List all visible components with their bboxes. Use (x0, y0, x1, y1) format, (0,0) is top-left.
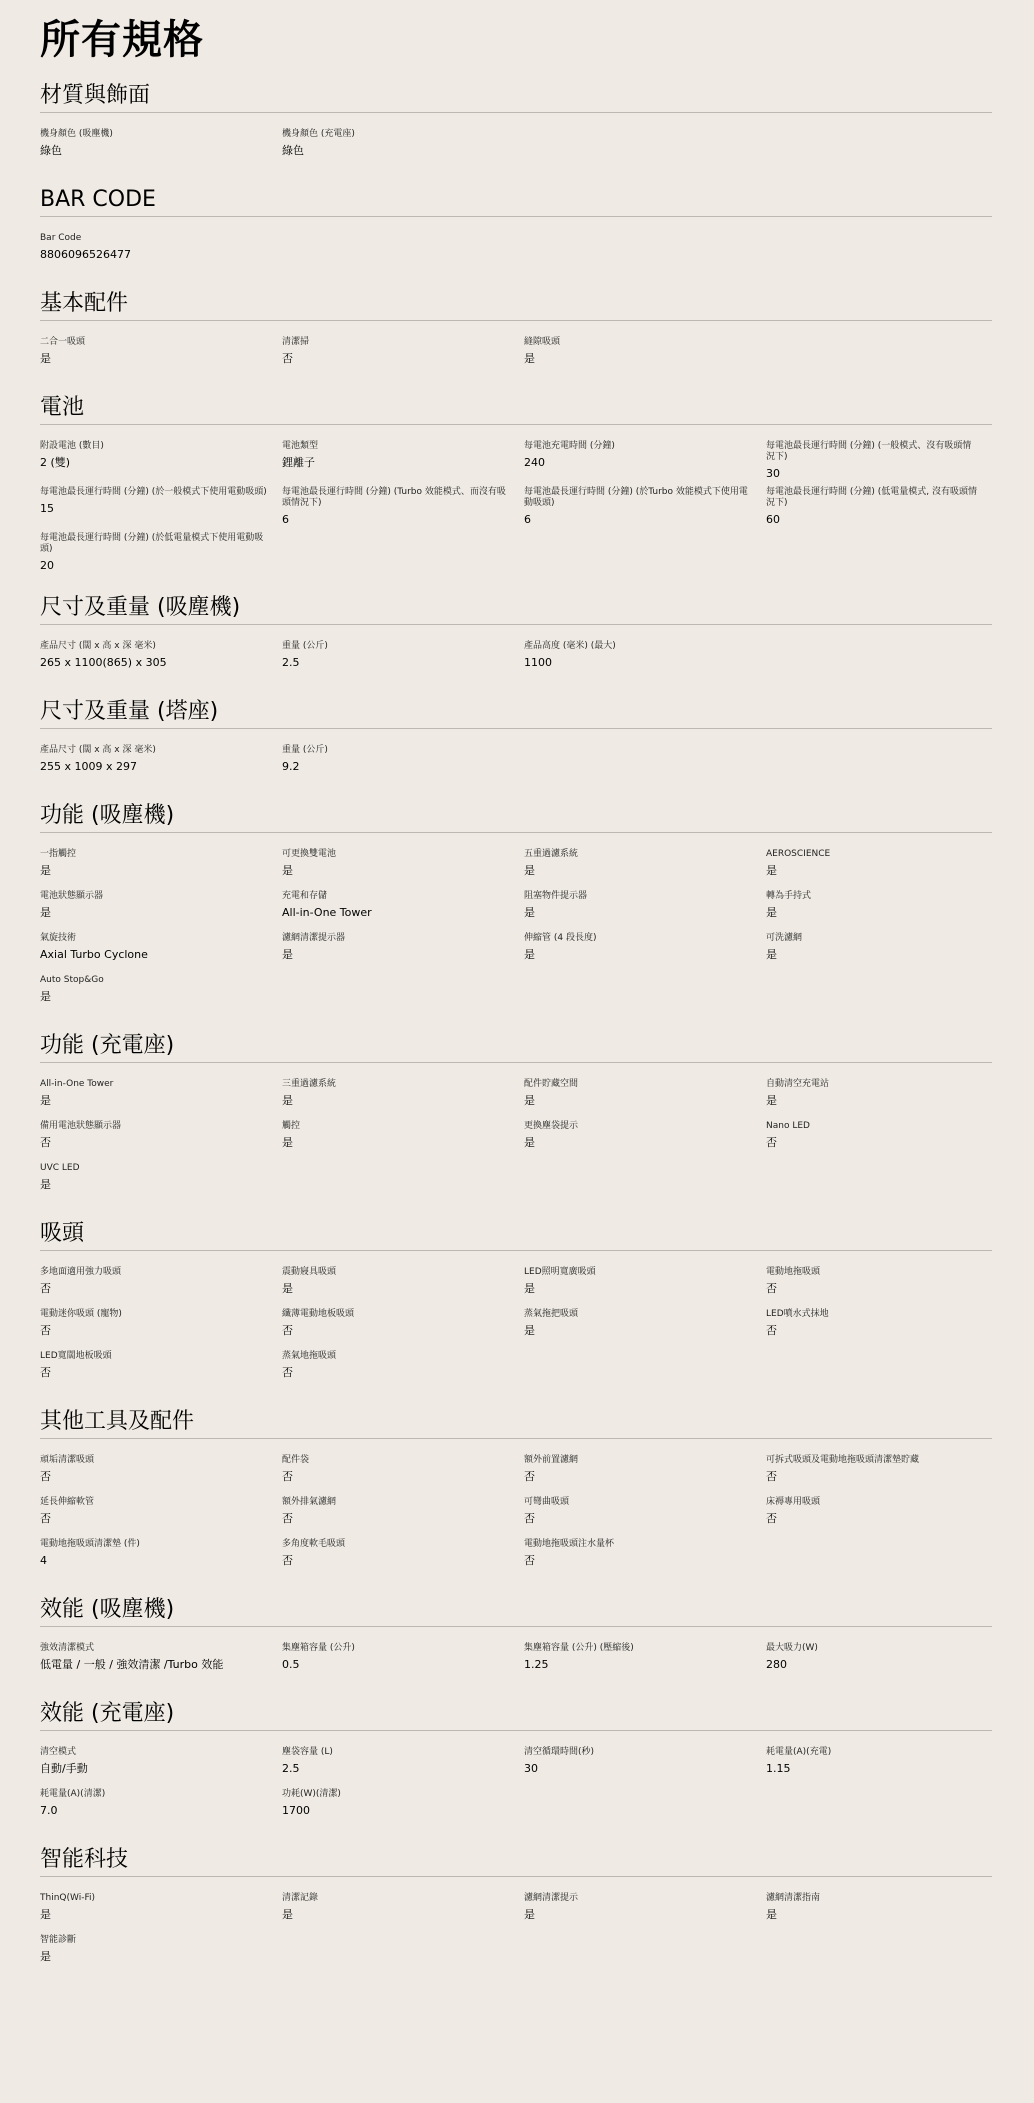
spec-item (524, 891, 766, 927)
spec-label: 功耗(W)(清潔) (282, 1789, 341, 1799)
spec-value: Axial Turbo Cyclone (40, 948, 148, 961)
spec-item (40, 1747, 282, 1783)
spec-value: 否 (40, 1470, 51, 1483)
spec-label: 備用電池狀態顯示器 (40, 1121, 122, 1131)
spec-value: 低電量 / 一般 / 強效清潔 /Turbo 效能 (40, 1658, 224, 1671)
spec-item (766, 849, 992, 885)
spec-item (40, 1351, 282, 1387)
spec-label: 五重過濾系統 (524, 849, 579, 859)
spec-label: 自動清空充電站 (766, 1079, 830, 1089)
spec-label: 伸縮管 (4 段長度) (524, 933, 597, 943)
spec-grid (40, 1627, 992, 1679)
spec-value: 是 (40, 1908, 51, 1921)
spec-label: 電動地拖吸頭清潔墊 (件) (40, 1539, 140, 1549)
spec-value: 否 (524, 1512, 535, 1525)
spec-item (766, 933, 992, 969)
spec-label: 清空模式 (40, 1747, 77, 1757)
spec-grid (40, 113, 992, 165)
spec-section (40, 387, 992, 573)
spec-grid (40, 1063, 992, 1199)
spec-label: 每電池最長運行時間 (分鐘) (Turbo 效能模式、而沒有吸頭情況下) (282, 487, 506, 508)
spec-item (524, 337, 766, 373)
spec-item (40, 129, 282, 165)
spec-item (524, 1079, 766, 1115)
spec-section (40, 1589, 992, 1679)
spec-item (40, 233, 282, 269)
spec-value: 是 (524, 1324, 535, 1337)
section-title: 尺寸及重量 (吸塵機) (40, 587, 992, 625)
spec-label: 每電池最長運行時間 (分鐘) (於低電量模式下使用電動吸頭) (40, 533, 264, 554)
spec-item (282, 1351, 524, 1387)
spec-section (40, 75, 992, 165)
spec-section (40, 795, 992, 1011)
spec-item (282, 1747, 524, 1783)
spec-label: 配件袋 (282, 1455, 310, 1465)
spec-value: 否 (282, 1512, 293, 1525)
spec-grid (40, 217, 992, 269)
spec-item (40, 1935, 282, 1971)
spec-value: 是 (282, 1136, 293, 1149)
spec-label: 智能診斷 (40, 1935, 77, 1945)
spec-value: 280 (766, 1658, 787, 1671)
spec-value: 2.5 (282, 656, 300, 669)
spec-item (524, 1121, 766, 1157)
spec-item (282, 849, 524, 885)
spec-label: 清潔掃 (282, 337, 310, 347)
spec-label: 每電池最長運行時間 (分鐘) (於一般模式下使用電動吸頭) (40, 487, 267, 497)
spec-label: 電動地拖吸頭 (766, 1267, 821, 1277)
spec-label: 纖薄電動地板吸頭 (282, 1309, 355, 1319)
spec-item (766, 1455, 992, 1491)
spec-grid (40, 425, 992, 573)
spec-label: 濾網清潔提示器 (282, 933, 346, 943)
spec-value: 是 (766, 948, 777, 961)
spec-item (766, 891, 992, 927)
spec-item (40, 1539, 282, 1575)
section-title: 功能 (充電座) (40, 1025, 992, 1063)
spec-value: 是 (40, 906, 51, 919)
spec-label: 產品尺寸 (闊 x 高 x 深 毫米) (40, 641, 156, 651)
spec-grid (40, 729, 992, 781)
spec-label: Nano LED (766, 1121, 810, 1131)
spec-item (282, 933, 524, 969)
section-title: 智能科技 (40, 1839, 992, 1877)
spec-value: 是 (282, 864, 293, 877)
spec-item (524, 641, 766, 677)
spec-value: 否 (282, 1554, 293, 1567)
spec-label: 產品高度 (毫米) (最大) (524, 641, 616, 651)
spec-label: 塵袋容量 (L) (282, 1747, 333, 1757)
spec-label: 配件貯藏空間 (524, 1079, 579, 1089)
spec-item (524, 1267, 766, 1303)
spec-item (282, 1789, 524, 1825)
spec-value: 是 (524, 906, 535, 919)
spec-item (40, 441, 282, 481)
spec-item (40, 1643, 282, 1679)
spec-item (40, 1079, 282, 1115)
spec-label: 三重過濾系統 (282, 1079, 337, 1089)
section-title: 材質與飾面 (40, 75, 992, 113)
spec-section (40, 1839, 992, 1971)
spec-item (524, 487, 766, 527)
spec-value: 1700 (282, 1804, 310, 1817)
spec-item (40, 1789, 282, 1825)
spec-label: 強效清潔模式 (40, 1643, 95, 1653)
spec-item (766, 1747, 992, 1783)
spec-label: 耗電量(A)(清潔) (40, 1789, 106, 1799)
spec-section (40, 691, 992, 781)
spec-value: 是 (282, 1282, 293, 1295)
spec-section (40, 1401, 992, 1575)
spec-grid (40, 1251, 992, 1387)
spec-label: 氣旋技術 (40, 933, 77, 943)
spec-value: 否 (40, 1512, 51, 1525)
spec-value: 1.25 (524, 1658, 549, 1671)
spec-label: 集塵箱容量 (公升) (壓縮後) (524, 1643, 634, 1653)
spec-label: 二合一吸頭 (40, 337, 86, 347)
spec-label: 延長伸縮軟管 (40, 1497, 95, 1507)
spec-value: 是 (524, 1136, 535, 1149)
spec-item (524, 1497, 766, 1533)
spec-item (40, 849, 282, 885)
spec-value: 是 (40, 352, 51, 365)
spec-label: 蒸氣地拖吸頭 (282, 1351, 337, 1361)
spec-label: 額外排氣濾網 (282, 1497, 337, 1507)
spec-label: 可洗濾網 (766, 933, 803, 943)
spec-item (282, 1267, 524, 1303)
spec-value: 否 (282, 1470, 293, 1483)
spec-value: 2.5 (282, 1762, 300, 1775)
spec-label: 電池狀態顯示器 (40, 891, 104, 901)
spec-value: 否 (282, 352, 293, 365)
spec-item (40, 641, 282, 677)
spec-item (524, 1539, 766, 1575)
spec-item (524, 1455, 766, 1491)
spec-item (40, 1455, 282, 1491)
spec-value: 6 (524, 513, 531, 526)
spec-value: 是 (524, 1908, 535, 1921)
spec-value: 否 (524, 1470, 535, 1483)
spec-label: 觸控 (282, 1121, 301, 1131)
spec-label: 機身顏色 (充電座) (282, 129, 355, 139)
spec-label: 清空循環時間(秒) (524, 1747, 595, 1757)
spec-label: 床褥專用吸頭 (766, 1497, 821, 1507)
spec-label: 額外前置濾網 (524, 1455, 579, 1465)
spec-item (282, 641, 524, 677)
spec-section (40, 1213, 992, 1387)
spec-item (40, 1121, 282, 1157)
spec-item (766, 1497, 992, 1533)
spec-sections (40, 75, 992, 1971)
spec-label: 耗電量(A)(充電) (766, 1747, 832, 1757)
spec-grid (40, 833, 992, 1011)
spec-label: LED噴水式抹地 (766, 1309, 829, 1319)
spec-value: 是 (524, 948, 535, 961)
section-title: BAR CODE (40, 179, 992, 217)
spec-value: 是 (524, 864, 535, 877)
spec-item (282, 745, 524, 781)
spec-value: 是 (766, 906, 777, 919)
spec-item (282, 1893, 524, 1929)
spec-label: 濾網清潔提示 (524, 1893, 579, 1903)
spec-value: 15 (40, 502, 54, 515)
spec-value: 20 (40, 559, 54, 572)
spec-item (282, 1455, 524, 1491)
spec-value: 是 (766, 864, 777, 877)
spec-label: 重量 (公斤) (282, 641, 328, 651)
spec-value: 否 (282, 1324, 293, 1337)
spec-label: 集塵箱容量 (公升) (282, 1643, 355, 1653)
spec-label: 電動迷你吸頭 (寵物) (40, 1309, 122, 1319)
spec-value: 1.15 (766, 1762, 791, 1775)
spec-item (766, 1643, 992, 1679)
spec-label: 可彎曲吸頭 (524, 1497, 570, 1507)
spec-label: Bar Code (40, 233, 82, 243)
spec-item (766, 1893, 992, 1929)
section-title: 尺寸及重量 (塔座) (40, 691, 992, 729)
spec-grid (40, 1439, 992, 1575)
spec-value: 否 (766, 1470, 777, 1483)
spec-item (282, 1079, 524, 1115)
spec-value: 是 (282, 1908, 293, 1921)
spec-item (40, 1163, 282, 1199)
spec-value: 4 (40, 1554, 47, 1567)
spec-value: 9.2 (282, 760, 300, 773)
spec-value: 鋰離子 (282, 456, 315, 469)
spec-value: 否 (40, 1282, 51, 1295)
spec-item (40, 1893, 282, 1929)
spec-value: 240 (524, 456, 545, 469)
spec-value: 8806096526477 (40, 248, 131, 261)
spec-item (40, 975, 282, 1011)
spec-item (40, 337, 282, 373)
spec-value: 30 (766, 467, 780, 480)
spec-value: All-in-One Tower (282, 906, 372, 919)
spec-label: 充電和存儲 (282, 891, 328, 901)
spec-grid (40, 1877, 992, 1971)
spec-item (766, 487, 992, 527)
spec-item (524, 933, 766, 969)
spec-label: 頑垢清潔吸頭 (40, 1455, 95, 1465)
spec-section (40, 587, 992, 677)
spec-label: 可更換雙電池 (282, 849, 337, 859)
spec-value: 6 (282, 513, 289, 526)
spec-label: LED照明寬廣吸頭 (524, 1267, 596, 1277)
spec-label: 最大吸力(W) (766, 1643, 818, 1653)
spec-section (40, 283, 992, 373)
page-title: 所有規格 (40, 17, 204, 63)
section-title: 功能 (吸塵機) (40, 795, 992, 833)
section-title: 效能 (吸塵機) (40, 1589, 992, 1627)
spec-label: 多地面適用強力吸頭 (40, 1267, 122, 1277)
spec-item (40, 487, 282, 527)
spec-value: 255 x 1009 x 297 (40, 760, 137, 773)
spec-value: 否 (40, 1324, 51, 1337)
section-title: 基本配件 (40, 283, 992, 321)
section-title: 吸頭 (40, 1213, 992, 1251)
spec-item (282, 1121, 524, 1157)
spec-label: 重量 (公斤) (282, 745, 328, 755)
spec-value: 1100 (524, 656, 552, 669)
spec-label: 電動地拖吸頭注水量杯 (524, 1539, 615, 1549)
spec-label: 更換塵袋提示 (524, 1121, 579, 1131)
spec-item (282, 1309, 524, 1345)
spec-value: 自動/手動 (40, 1762, 88, 1775)
spec-label: 清潔記錄 (282, 1893, 319, 1903)
spec-section (40, 179, 992, 269)
spec-label: Auto Stop&Go (40, 975, 104, 985)
spec-value: 否 (40, 1366, 51, 1379)
spec-item (524, 441, 766, 481)
spec-value: 是 (524, 1282, 535, 1295)
spec-value: 是 (40, 864, 51, 877)
spec-item (524, 1643, 766, 1679)
spec-value: 是 (524, 1094, 535, 1107)
spec-item (524, 1893, 766, 1929)
spec-grid (40, 321, 992, 373)
spec-value: 0.5 (282, 1658, 300, 1671)
spec-value: 否 (524, 1554, 535, 1567)
spec-value: 是 (40, 1178, 51, 1191)
spec-item (282, 129, 524, 165)
spec-item (282, 891, 524, 927)
spec-value: 否 (282, 1366, 293, 1379)
spec-label: 阻塞物件提示器 (524, 891, 588, 901)
spec-item (524, 1747, 766, 1783)
spec-value: 綠色 (40, 144, 62, 157)
spec-value: 否 (766, 1324, 777, 1337)
spec-label: 蒸氣拖把吸頭 (524, 1309, 579, 1319)
spec-item (282, 487, 524, 527)
spec-grid (40, 625, 992, 677)
section-title: 其他工具及配件 (40, 1401, 992, 1439)
spec-label: 機身顏色 (吸塵機) (40, 129, 113, 139)
spec-value: 是 (40, 1950, 51, 1963)
spec-item (282, 1643, 524, 1679)
spec-value: 是 (282, 1094, 293, 1107)
spec-label: 電池類型 (282, 441, 319, 451)
spec-label: 縫隙吸頭 (524, 337, 561, 347)
spec-label: 轉為手持式 (766, 891, 812, 901)
spec-item (766, 1121, 992, 1157)
spec-item (766, 441, 992, 481)
spec-item (282, 1497, 524, 1533)
section-title: 電池 (40, 387, 992, 425)
spec-value: 否 (40, 1136, 51, 1149)
spec-value: 是 (524, 352, 535, 365)
spec-label: 產品尺寸 (闊 x 高 x 深 毫米) (40, 745, 156, 755)
spec-value: 否 (766, 1136, 777, 1149)
spec-value: 是 (40, 990, 51, 1003)
spec-item (524, 849, 766, 885)
spec-value: 是 (766, 1908, 777, 1921)
spec-section (40, 1693, 992, 1825)
spec-value: 7.0 (40, 1804, 58, 1817)
spec-label: UVC LED (40, 1163, 80, 1173)
spec-label: 可拆式吸頭及電動地拖吸頭清潔墊貯藏 (766, 1455, 920, 1465)
spec-item (40, 1267, 282, 1303)
spec-value: 265 x 1100(865) x 305 (40, 656, 167, 669)
spec-value: 60 (766, 513, 780, 526)
spec-item (766, 1267, 992, 1303)
spec-value: 是 (766, 1094, 777, 1107)
section-title: 效能 (充電座) (40, 1693, 992, 1731)
spec-item (766, 1079, 992, 1115)
spec-item (524, 1309, 766, 1345)
spec-label: AEROSCIENCE (766, 849, 831, 859)
spec-item (40, 533, 282, 573)
spec-label: 每電池最長運行時間 (分鐘) (於Turbo 效能模式下使用電動吸頭) (524, 487, 748, 508)
spec-value: 2 (雙) (40, 456, 71, 469)
spec-section (40, 1025, 992, 1199)
spec-grid (40, 1731, 992, 1825)
spec-label: 一指觸控 (40, 849, 77, 859)
spec-item (40, 933, 282, 969)
spec-value: 否 (766, 1512, 777, 1525)
spec-item (40, 1497, 282, 1533)
spec-item (40, 745, 282, 781)
spec-label: 震動寢具吸頭 (282, 1267, 337, 1277)
spec-value: 是 (40, 1094, 51, 1107)
spec-item (766, 1309, 992, 1345)
spec-label: 每電池最長運行時間 (分鐘) (一般模式、沒有吸頭情況下) (766, 441, 972, 462)
spec-label: ThinQ(Wi-Fi) (40, 1893, 95, 1903)
spec-label: 附設電池 (數目) (40, 441, 104, 451)
spec-label: 濾網清潔指南 (766, 1893, 821, 1903)
spec-label: 每電池最長運行時間 (分鐘) (低電量模式, 沒有吸頭情況下) (766, 487, 977, 508)
spec-value: 30 (524, 1762, 538, 1775)
spec-item (282, 337, 524, 373)
spec-label: All-in-One Tower (40, 1079, 114, 1089)
spec-label: 多角度軟毛吸頭 (282, 1539, 346, 1549)
spec-label: LED寬闊地板吸頭 (40, 1351, 112, 1361)
spec-value: 是 (282, 948, 293, 961)
spec-value: 否 (766, 1282, 777, 1295)
spec-item (282, 441, 524, 481)
spec-label: 每電池充電時間 (分鐘) (524, 441, 615, 451)
spec-value: 綠色 (282, 144, 304, 157)
spec-item (40, 891, 282, 927)
spec-item (40, 1309, 282, 1345)
spec-item (282, 1539, 524, 1575)
